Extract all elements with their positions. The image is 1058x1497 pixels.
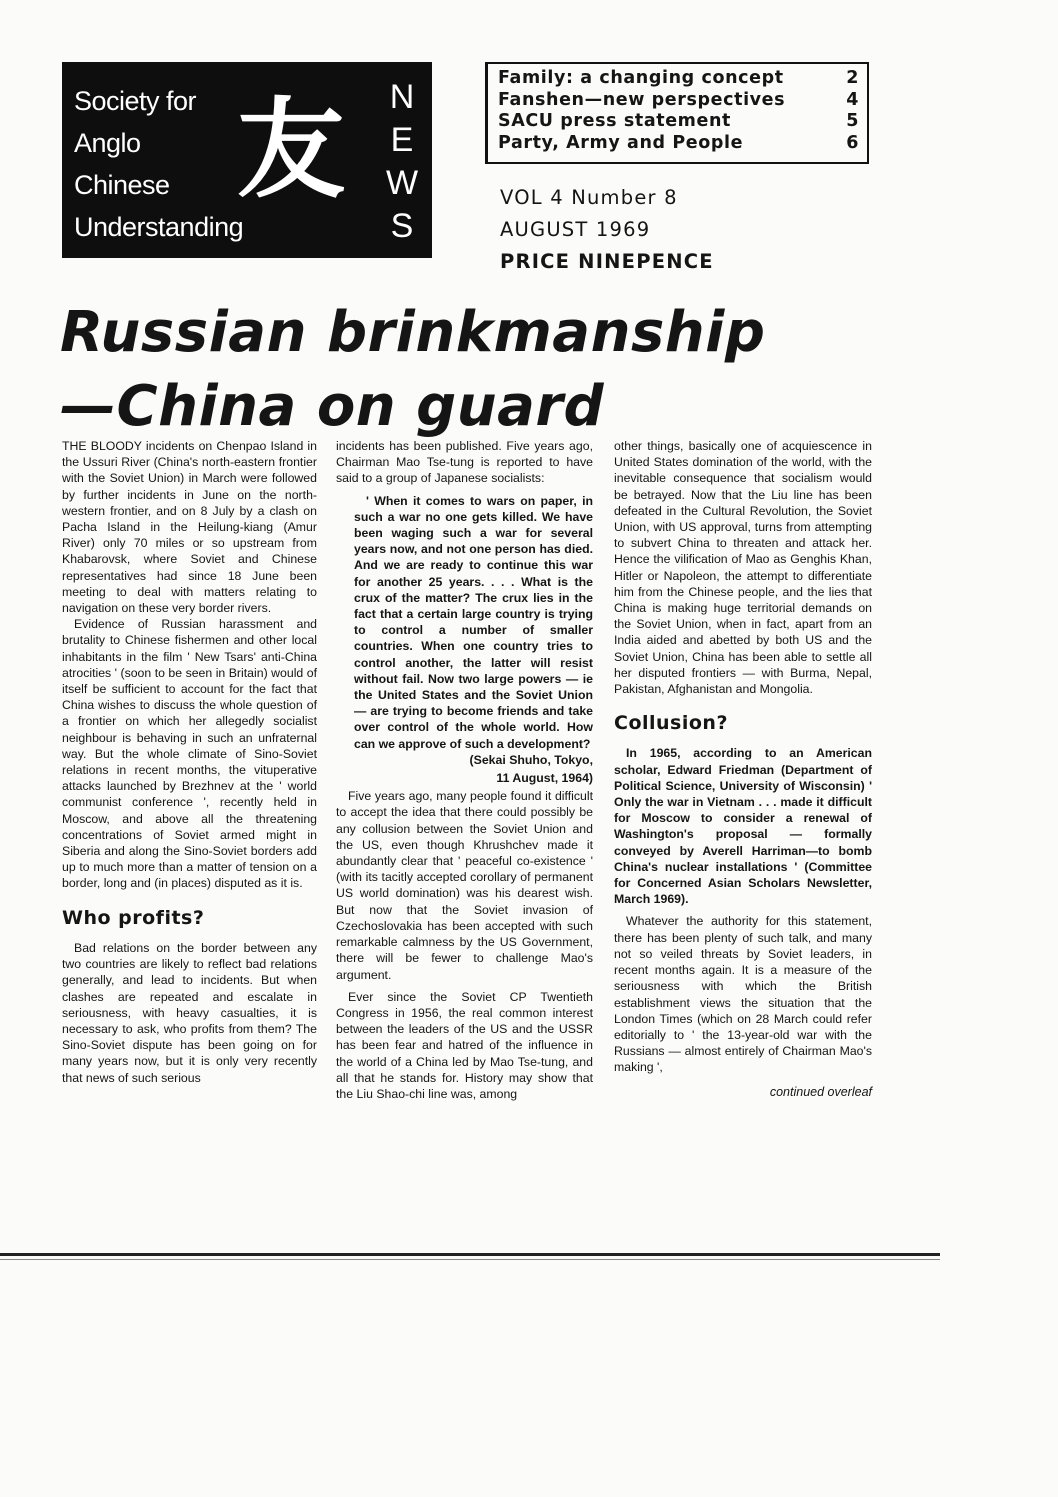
article-paragraph: Ever since the Soviet CP Twentieth Congress in 1956, the real common interest between the leaders of the US and the USSR has been fear and hatred of the influence in the world of a China led by Mao Tse-tung, and all that he stands for. History may show that the Liu Shao-chi line was, among — [336, 989, 593, 1101]
masthead — [62, 62, 432, 258]
subheading-who-profits: Who profits? — [62, 906, 205, 929]
article-paragraph: Evidence of Russian harassment and brutality to Chinese fishermen and other local inhabitants in the film ' New Tsars' anti-China atrocities ' (soon to be seen in Britain) would of itself be sufficient to account for the fact that China wishes to discuss the whole question of a frontier on which her allegedly socialist neighbour is behaving in such an unfraternal way. But the whole climate of Sino-Soviet relations in recent months, the vituperative attacks launched by Brezhnev at the ' world communist conference ', recently held in Moscow, and above all the threatening concentrations of Soviet armed might in Siberia and along the Sino-Soviet borders add up to much more than a matter of tension on a border, long and (in places) disputed as it is. — [62, 617, 317, 891]
continued-overleaf-note: continued overleaf — [769, 1084, 872, 1099]
article-column-3 — [614, 438, 872, 1100]
news-letter: S — [390, 207, 414, 245]
contents-entry — [498, 133, 859, 155]
quote-source: (Sekai Shuho, Tokyo, — [469, 752, 593, 767]
page-fold-rule-shadow — [0, 1259, 940, 1260]
contents-title: SACU press statement — [498, 111, 731, 131]
article-paragraph: Whatever the authority for this statement, there has been plenty of such talk, and many not so veiled threats by Soviet leaders, in recent months again. It is a measure of the seriousness with which the British establishment views the situation that the London Times (which on 28 March could refer editorially to ' the 13-year-old war with the Russians — almost entirely of Chairman Mao's making ', — [614, 914, 872, 1075]
article-column-1 — [62, 438, 317, 1086]
article-column-2 — [336, 438, 593, 1102]
article-paragraph-bold: In 1965, according to an American scholar, Edward Friedman (Department of Political Science, University of Wisconsin) ' Only the war in Vietnam . . . made it difficult for Moscow to consider a renewal of Washington's proposal — formally conveyed by Averell Harriman—to bomb China's nuclear installations ' (Committee for Concerned Asian Scholars Newsletter, March 1969). — [614, 746, 872, 907]
news-vertical-title — [384, 76, 420, 248]
subheading-collusion: Collusion? — [614, 712, 728, 735]
article-paragraph: other things, basically one of acquiescence in United States domination of the world, with the inevitable consequence that socialism would be betrayed. Now that the Liu line has been defeated in the Cultural Revolution, the Soviet Union, with US approval, turns from attempting to subvert China to threaten and attack her. Hence the vilification of Mao as Genghis Khan, Hitler or Napoleon, the attempt to differentiate him from the Chinese people, and the lies that China is making huge territorial demands on the Soviet Union, when in fact, apart from an India aided and abetted by both US and the Soviet Union, China has been able to settle all her disputed frontiers — with Burma, Nepal, Pakistan, Afghanistan and Mongolia. — [614, 439, 872, 697]
headline-line-2: —China on guard — [60, 374, 605, 439]
society-line: Society for — [74, 86, 197, 116]
article-paragraph: incidents has been published. Five years ago, Chairman Mao Tse-tung is reported to have said to a group of Japanese socialists: — [336, 439, 593, 486]
contents-entry — [498, 90, 859, 112]
contents-page: 5 — [846, 111, 859, 131]
headline-line-1: Russian brinkmanship — [60, 300, 766, 365]
contents-entry — [498, 68, 859, 90]
contents-title: Family: a changing concept — [498, 68, 784, 88]
issue-volume: VOL 4 Number 8 — [500, 186, 678, 209]
society-line: Anglo — [74, 128, 141, 158]
news-letter: E — [390, 121, 414, 159]
news-letter: W — [385, 164, 419, 202]
article-paragraph: THE BLOODY incidents on Chenpao Island in the Ussuri River (China's north-eastern frontier with the Soviet Union) in March were followed by further incidents in June on the north-western frontier, and on 8 July by a clash on Pacha Island in the Heilung-kiang (Amur River) only 70 miles or so upstream from Khabarovsk, where Soviet and Chinese representatives had since 18 June been meeting to deal with matters relating to navigation on these very border rivers. — [62, 439, 317, 616]
quote-source-date: 11 August, 1964) — [496, 771, 593, 786]
contents-title: Fanshen—new perspectives — [498, 89, 786, 110]
contents-entry — [498, 111, 859, 133]
society-name — [74, 80, 243, 248]
society-line: Chinese — [74, 170, 170, 200]
news-letter: N — [389, 78, 415, 116]
issue-price: PRICE NINEPENCE — [500, 250, 714, 273]
contents-box — [485, 62, 869, 164]
contents-page: 4 — [846, 89, 859, 110]
friendship-character-logo: 友 — [237, 88, 346, 213]
page-fold-rule — [0, 1253, 940, 1256]
contents-page: 6 — [846, 132, 859, 153]
issue-date: AUGUST 1969 — [500, 218, 651, 241]
contents-page: 2 — [846, 68, 859, 88]
contents-title: Party, Army and People — [498, 132, 744, 153]
issue-info — [500, 182, 714, 278]
society-line: Understanding — [74, 212, 244, 242]
headline — [60, 296, 765, 444]
article-paragraph: Five years ago, many people found it difficult to accept the idea that there could possibly be any collusion between the Soviet Union and the US, even though Khrushchev made it abundantly clear that ' peaceful co-existence ' (with its tacitly accepted corollary of permanent US world domination) was his dearest wish. But now that the Soviet invasion of Czechoslovakia has been accepted with such remarkable calmness by the US Government, there will be fewer to challenge Mao's argument. — [336, 789, 593, 982]
article-paragraph: Bad relations on the border between any two countries are likely to reflect bad relations generally, and lead to incidents. But when clashes are repeated and escalate in seriousness, with heavy casualties, it is necessary to ask, who profits from them? The Sino-Soviet dispute has been going on for many years now, but it is only very recently that news of such serious — [62, 940, 317, 1085]
mao-quote: ' When it comes to wars on paper, in such a war no one gets killed. We have been waging such a war for several years now, and not one person has died. And we are ready to continue this war for another 25 years. . . . What is the crux of the matter? The crux lies in the fact that a certain large country is trying to control a number of smaller countries. When one country tries to control another, the latter will resist without fail. Now two large powers — ie the United States and the Soviet Union — are trying to become friends and take over control of the whole world. How can we approve of such a development? — [354, 493, 593, 751]
